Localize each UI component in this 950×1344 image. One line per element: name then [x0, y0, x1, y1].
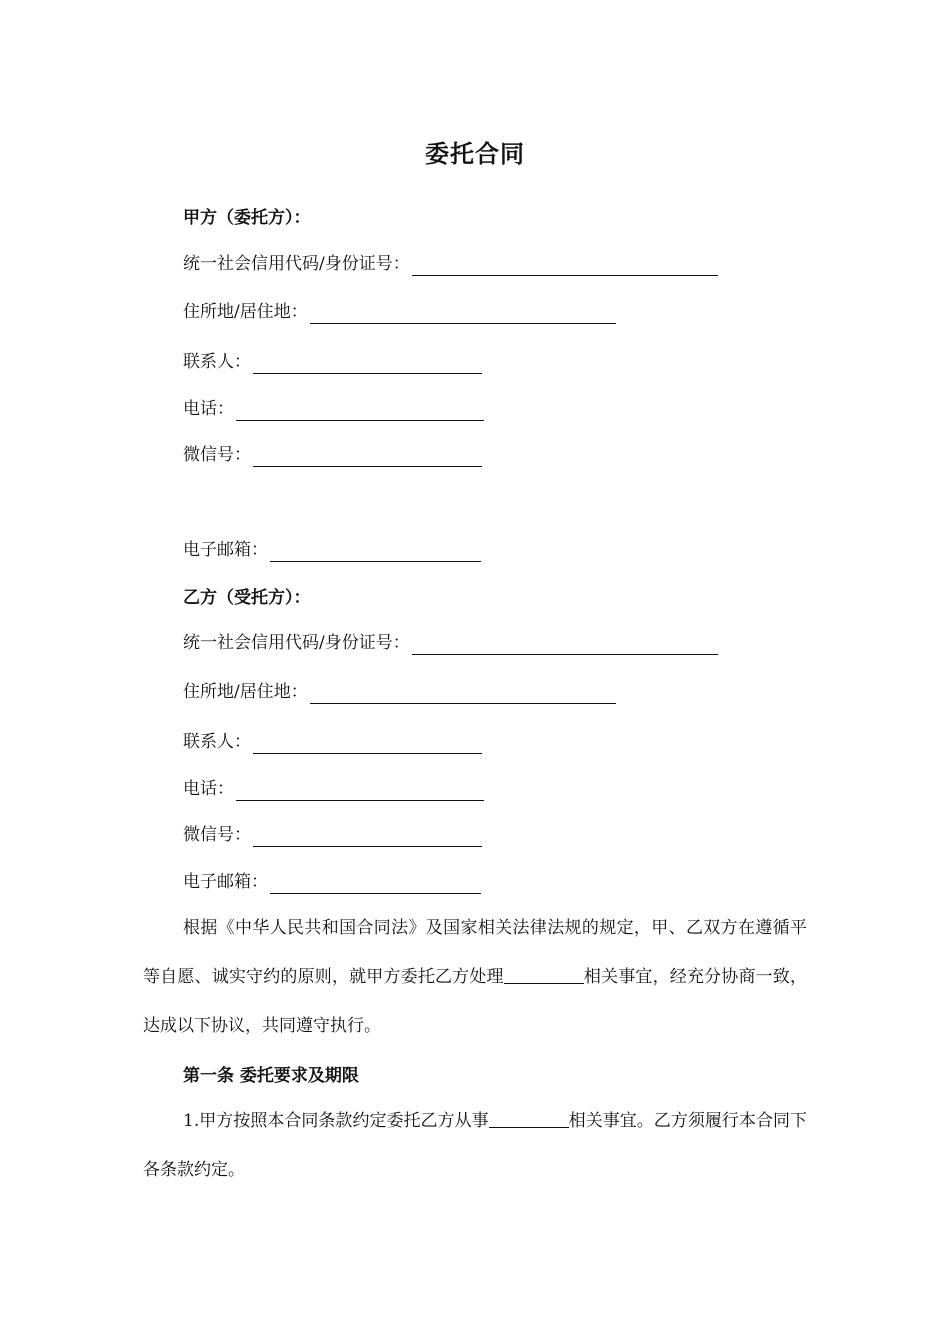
party-b-contact-label: 联系人： — [183, 732, 251, 752]
clause-1-text-1: 1.甲方按照本合同条款约定委托乙方从事 — [183, 1111, 489, 1131]
party-a-address-row — [183, 300, 616, 324]
clause-1-matter-field[interactable] — [489, 1109, 569, 1128]
preamble-matter-field[interactable] — [504, 965, 584, 984]
party-a-credit-code-label: 统一社会信用代码/身份证号： — [183, 254, 410, 274]
party-b-phone-row — [183, 777, 484, 801]
party-a-wechat-row — [183, 443, 482, 467]
party-a-phone-label: 电话： — [183, 399, 234, 419]
party-a-phone-row — [183, 397, 484, 421]
party-b-credit-code-label: 统一社会信用代码/身份证号： — [183, 633, 410, 653]
party-a-wechat-field[interactable] — [253, 448, 482, 467]
party-b-credit-code-field[interactable] — [412, 636, 718, 655]
party-b-contact-row — [183, 730, 482, 754]
preamble-text-2: 相关事宜，经充分协商一致，达成以下协议，共同遵守执行。 — [143, 967, 808, 1036]
preamble-paragraph — [143, 904, 807, 1051]
party-a-contact-row — [183, 350, 482, 374]
preamble-text-1: 根据《中华人民共和国合同法》及国家相关法律法规的规定，甲、乙双方在遵循平等自愿、诚实守约的原则，就甲方委托乙方处理 — [143, 918, 807, 987]
article-1-clause-1 — [143, 1097, 807, 1195]
party-b-wechat-label: 微信号： — [183, 825, 251, 845]
party-b-phone-label: 电话： — [183, 779, 234, 799]
party-a-phone-field[interactable] — [236, 402, 484, 421]
party-a-wechat-label: 微信号： — [183, 445, 251, 465]
party-b-credit-code-row — [183, 631, 718, 655]
party-b-email-label: 电子邮箱： — [183, 872, 268, 892]
party-a-heading: 甲方（委托方）： — [183, 208, 311, 228]
party-b-phone-field[interactable] — [236, 782, 484, 801]
document-title: 委托合同 — [425, 140, 525, 168]
article-1-heading: 第一条 委托要求及期限 — [183, 1066, 359, 1086]
party-a-email-field[interactable] — [270, 543, 481, 562]
party-a-credit-code-field[interactable] — [412, 257, 718, 276]
party-b-email-row — [183, 870, 481, 894]
party-b-wechat-field[interactable] — [253, 828, 482, 847]
party-a-address-field[interactable] — [310, 305, 616, 324]
party-a-address-label: 住所地/居住地： — [183, 302, 308, 322]
clause-1-text-2: 相关事宜。乙方须履行本合同下各条款约定。 — [143, 1111, 807, 1180]
party-a-email-row — [183, 538, 481, 562]
party-b-address-row — [183, 680, 616, 704]
party-b-wechat-row — [183, 823, 482, 847]
party-b-heading: 乙方（受托方）： — [183, 588, 311, 608]
party-a-credit-code-row — [183, 252, 718, 276]
party-b-address-label: 住所地/居住地： — [183, 682, 308, 702]
party-b-address-field[interactable] — [310, 685, 616, 704]
party-a-contact-field[interactable] — [253, 355, 482, 374]
party-b-email-field[interactable] — [270, 875, 481, 894]
party-a-email-label: 电子邮箱： — [183, 540, 268, 560]
party-b-contact-field[interactable] — [253, 735, 482, 754]
party-a-contact-label: 联系人： — [183, 352, 251, 372]
